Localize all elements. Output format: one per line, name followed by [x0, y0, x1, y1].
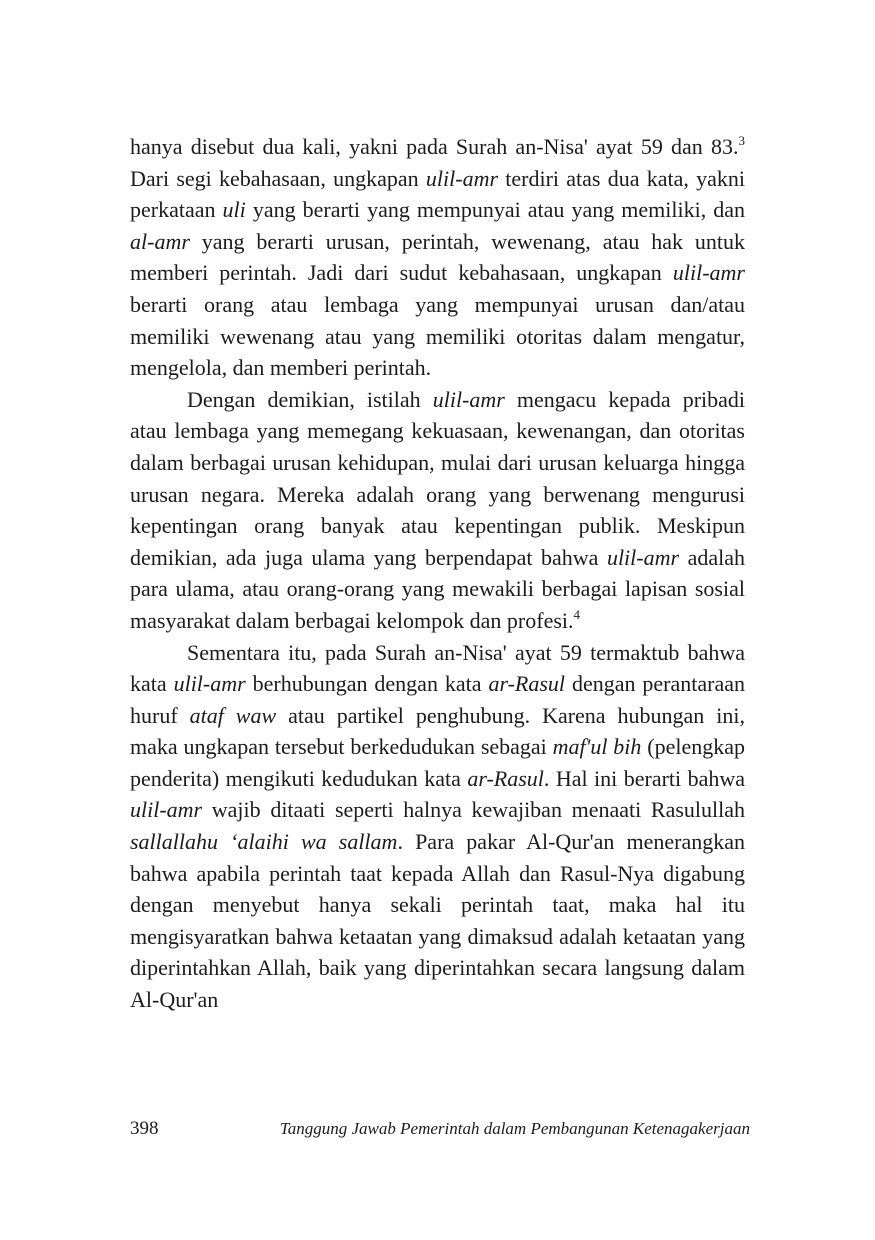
italic-term: maf'ul bih: [552, 734, 642, 760]
text-run: Sementara itu, pada Surah an-Nisa' ayat 59 termaktub bahwa kata: [130, 639, 745, 697]
text-run: . Hal ini berarti bahwa: [543, 765, 745, 791]
text-run: berarti orang atau lembaga yang mempunyai urusan dan/atau memiliki wewenang atau yang memiliki otoritas dalam mengatur, mengelola, dan memberi perintah.: [130, 291, 745, 381]
page-number: 398: [130, 1118, 159, 1139]
text-run: hanya disebut dua kali, yakni pada Surah an-Nisa' ayat 59 dan 83.: [130, 134, 739, 159]
italic-term: ar-Rasul: [467, 765, 544, 791]
text-run: Dari segi kebahasaan, ungkapan: [130, 165, 426, 191]
italic-term: ar-Rasul: [488, 671, 566, 697]
italic-term: ulil-amr: [425, 165, 499, 191]
italic-term: ulil-amr: [432, 386, 505, 412]
paragraph: [130, 637, 745, 1016]
italic-term: ulil-amr: [606, 544, 680, 570]
italic-term: ulil-amr: [173, 671, 246, 697]
text-run: adalah para ulama, atau orang-orang yang mewakili berbagai lapisan sosial masyarakat dalam berbagai kelompok dan profesi.: [130, 544, 745, 633]
page-footer: [130, 1118, 750, 1140]
text-run: atau partikel penghubung. Karena hubungan ini, maka ungkapan tersebut berkedudukan sebagai: [130, 702, 745, 760]
italic-term: al-amr: [130, 228, 190, 254]
text-run: yang berarti yang mempunyai atau yang memiliki, dan: [245, 197, 745, 223]
italic-term: sallallahu ‘alaihi wa sallam: [130, 829, 398, 855]
text-run: Dengan demikian, istilah: [187, 386, 433, 412]
text-run: terdiri atas dua kata, yakni perkataan: [130, 165, 745, 223]
text-run: (pelengkap penderita) mengikuti kedudukan kata: [130, 734, 746, 791]
footnote-ref: 3: [738, 133, 745, 148]
paragraph: [130, 131, 745, 384]
body-text: [130, 131, 745, 1016]
italic-term: ulil-amr: [672, 260, 745, 286]
running-title: Tanggung Jawab Pemerintah dalam Pembangunan Ketenagakerjaan: [279, 1119, 750, 1138]
footnote-ref: 4: [573, 606, 581, 622]
text-run: . Para pakar Al-Qur'an menerangkan bahwa apabila perintah taat kepada Allah dan Rasul-Nya digabung dengan menyebut hanya sekali perintah taat, maka hal itu mengisyaratkan bahwa ketaatan yang dimaksud adalah ketaatan yang diperintahkan Allah, baik yang diperintahkan secara langsung dalam Al-Qur'an: [130, 829, 745, 1013]
text-run: dengan perantaraan huruf: [130, 671, 745, 728]
text-run: yang berarti urusan, perintah, wewenang, atau hak untuk memberi perintah. Jadi dari sudut kebahasaan, ungkapan: [130, 228, 745, 286]
italic-term: uli: [222, 197, 246, 223]
italic-term: ulil-amr: [130, 797, 203, 823]
paragraph: [130, 384, 745, 637]
text-run: wajib ditaati seperti halnya kewajiban menaati Rasulullah: [202, 797, 745, 823]
text-run: berhubungan dengan kata: [245, 671, 489, 697]
text-run: mengacu kepada pribadi atau lembaga yang memegang kekuasaan, kewenangan, dan otoritas dalam berbagai urusan kehidupan, mulai dari urusan keluarga hingga urusan negara. Mereka adalah orang yang berwenang mengurusi kepentingan orang banyak atau kepentingan publik. Meskipun demikian, ada juga ulama yang berpendapat bahwa: [130, 386, 746, 570]
italic-term: ataf waw: [189, 702, 277, 728]
